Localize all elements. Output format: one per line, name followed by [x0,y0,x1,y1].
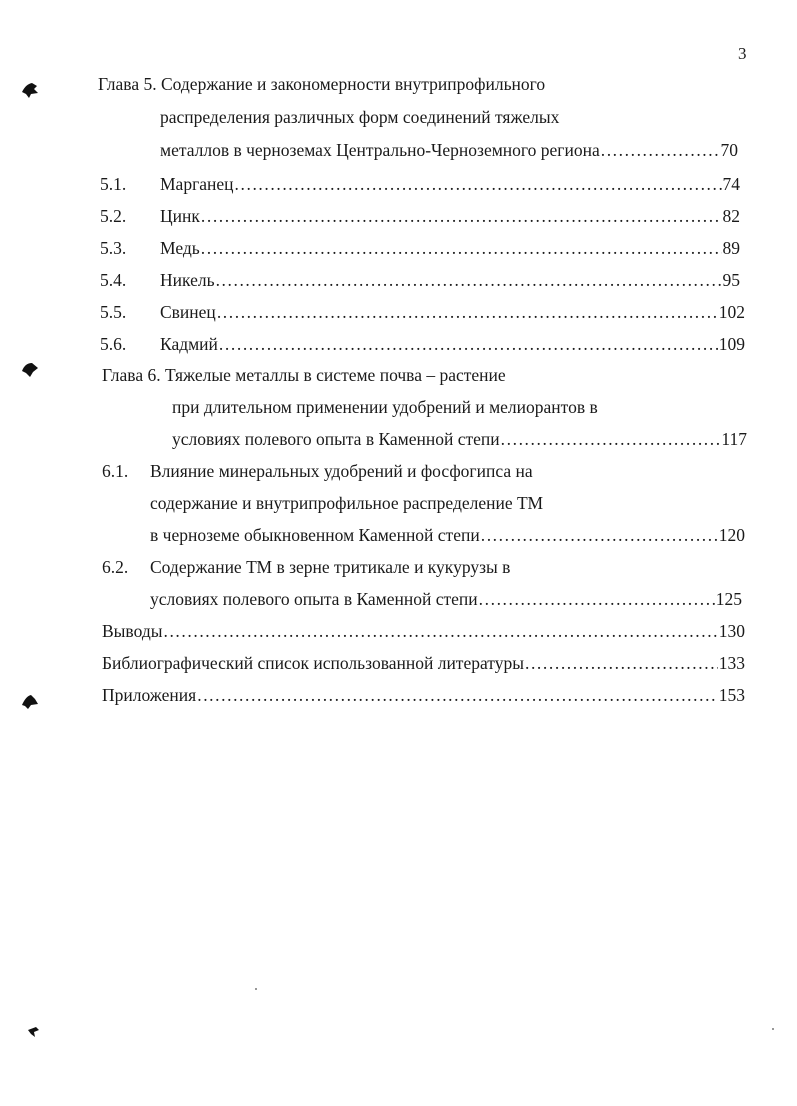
section-title: Никель [160,270,215,290]
section-page: 74 [722,174,740,194]
section-number: 5.6. [100,334,127,354]
page-number: 3 [738,44,747,63]
chapter-6-title-line-1: Глава 6. Тяжелые металлы в системе почва – растение [102,365,506,385]
scan-speck [772,1028,774,1030]
section-title: Свинец [160,302,216,322]
chapter-6-title-line-3: условиях полевого опыта в Каменной степи ..... 117 [172,428,747,450]
section-number: 6.1. [102,461,129,481]
binder-hole-mark-icon [26,1024,42,1040]
section-title: Кадмий [160,334,218,354]
chapter-5-title-line-3: металлов в черноземах Центрально-Черноземного региона ..... 70 [160,139,738,161]
toc-entry-bibliography: Библиографический список использованной литературы ..... 133 [102,652,745,674]
section-6-1-line-2: содержание и внутрипрофильное распределение ТМ [150,493,544,513]
section-6-2-page: 125 [715,589,742,609]
section-page: 102 [718,302,745,322]
binder-hole-mark-icon [20,80,42,100]
section-number: 5.3. [100,238,127,258]
section-6-1-line-3: в черноземе обыкновенном Каменной степи ..... 120 [150,524,745,546]
scan-speck [255,988,257,990]
chapter-5-title-line-1: Глава 5. Содержание и закономерности внутрипрофильного [98,74,546,94]
section-number: 6.2. [102,557,129,577]
section-6-2-line-2: условиях полевого опыта в Каменной степи ..... 125 [150,588,742,610]
section-title: Марганец [160,174,234,194]
section-title: Медь [160,238,200,258]
chapter-5-page: 70 [720,140,738,160]
binder-hole-mark-icon [20,692,42,712]
section-page: 82 [722,206,740,226]
toc-entry-appendices: Приложения ..... 153 [102,684,745,706]
binder-hole-mark-icon [20,360,42,380]
toc-entry-conclusions: Выводы ..... 130 [102,620,745,642]
section-6-1-line-1: Влияние минеральных удобрений и фосфогипса на [150,461,533,481]
section-page: 95 [722,270,740,290]
section-page: 89 [722,238,740,258]
chapter-5-title-line-2: распределения различных форм соединений тяжелых [160,107,560,127]
section-6-1-page: 120 [718,525,745,545]
section-number: 5.5. [100,302,127,322]
section-6-2-line-1: Содержание ТМ в зерне тритикале и кукурузы в [150,557,511,577]
section-title: Цинк [160,206,200,226]
section-number: 5.1. [100,174,127,194]
section-number: 5.2. [100,206,127,226]
chapter-6-page: 117 [721,429,747,449]
chapter-6-title-line-2: при длительном применении удобрений и мелиорантов в [172,397,598,417]
section-number: 5.4. [100,270,127,290]
section-page: 109 [718,334,745,354]
